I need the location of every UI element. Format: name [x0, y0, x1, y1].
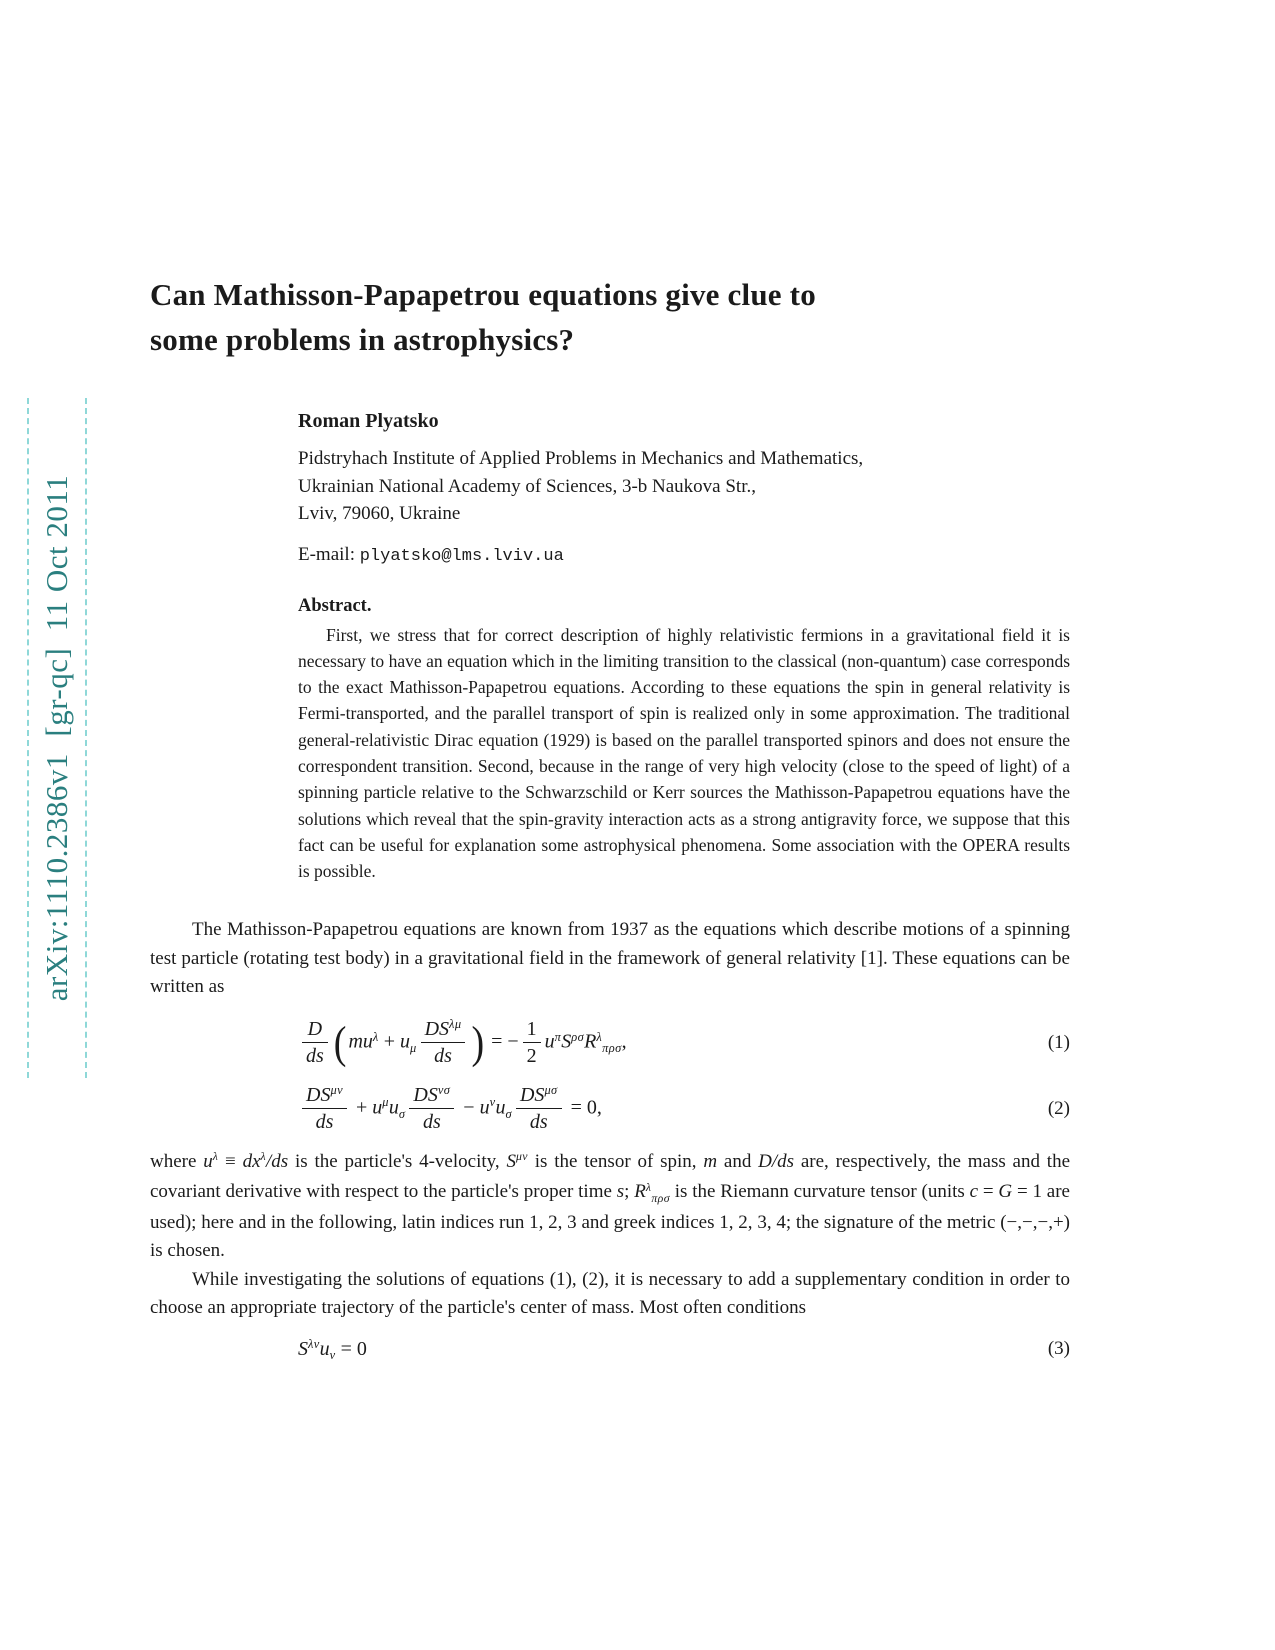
affiliation-line-1: Pidstryhach Institute of Applied Problems in Mechanics and Mathematics,	[298, 448, 864, 469]
email-label: E-mail:	[298, 543, 360, 565]
equation-2	[150, 1084, 1070, 1134]
arxiv-watermark	[27, 398, 87, 1078]
equation-1	[150, 1018, 1070, 1068]
email-line	[298, 544, 1070, 566]
intro-paragraph: The Mathisson-Papapetrou equations are known from 1937 as the equations which describe motions of a spinning test particle (rotating test body) in a gravitational field in the framework of general relativity [1]. These equations can be written as	[150, 919, 1070, 998]
affiliation-line-3: Lviv, 79060, Ukraine	[298, 503, 461, 524]
author-affiliation	[298, 445, 1070, 528]
affiliation-line-2: Ukrainian National Academy of Sciences, 3-b Naukova Str.,	[298, 475, 756, 497]
equation-2-number: (2)	[1047, 1097, 1070, 1119]
equation-1-content: $\frac{D}{ds}$ ( $mu^\lambda + u_\mu$ $\frac{DS^{\lambda\mu}}{ds}$ ) = − $\frac{1}{2}$ $u^\pi S^{\rho\sigma}R^\lambda_{\pi\rho\sigma}$,	[298, 1018, 627, 1068]
equation-3	[150, 1337, 1070, 1362]
equation-3-number: (3)	[1047, 1338, 1070, 1360]
author-block	[298, 410, 1070, 566]
paper-title-line1: Can Mathisson-Papapetrou equations give clue to	[150, 277, 816, 312]
equation-3-content: $S^{\lambda\nu}u_\nu = 0$	[298, 1336, 367, 1363]
abstract-heading: Abstract.	[298, 595, 372, 616]
abstract-section	[298, 596, 1070, 885]
definitions-paragraph: where $u^\lambda \equiv dx^\lambda/ds$ is the particle's 4-velocity, $S^{\mu\nu}$ is the tensor of spin, m and D/ds are, respectively, the mass and the covariant derivative with respect to the particle's proper time s; $R^\lambda_{\pi\rho\sigma}$ is the Riemann curvature tensor (units c = G = 1 are used); here and in the following, latin indices run 1, 2, 3 and greek indices 1, 2, 3, 4; the signature of the metric (−,−,−,+) is chosen.	[150, 1150, 1071, 1262]
paper-content	[150, 0, 1070, 1362]
abstract-body: First, we stress that for correct description of highly relativistic fermions in a gravitational field it is necessary to have an equation which in the limiting transition to the classical (non-quantum) case corresponds to the exact Mathisson-Papapetrou equations. According to these equations the spin in general relativity is Fermi-transported, and the parallel transport of spin is realized only in some approximation. The traditional general-relativistic Dirac equation (1929) is based on the parallel transported spinors and does not ensure the correspondent transition. Second, because in the range of very high velocity (close to the speed of light) of a spinning particle relative to the Schwarzschild or Kerr sources the Mathisson-Papapetrou equations have the solutions which reveal that the spin-gravity interaction acts as a strong antigravity force, we suppose that this fact can be useful for explanation some astrophysical phenomena. Some association with the OPERA results is possible.	[298, 624, 1070, 882]
paper-title-line2: some problems in astrophysics?	[150, 322, 575, 357]
arxiv-id-text: arXiv:1110.2386v1 [gr-qc] 11 Oct 2011	[39, 474, 74, 1002]
author-name: Roman Plyatsko	[298, 410, 439, 432]
equation-1-number: (1)	[1047, 1031, 1070, 1053]
supplementary-condition-paragraph: While investigating the solutions of equations (1), (2), it is necessary to add a supplementary condition in order to choose an appropriate trajectory of the particle's center of mass. Most often conditions	[150, 1268, 1070, 1319]
email-address: plyatsko@lms.lviv.ua	[359, 546, 564, 566]
paper-title	[150, 272, 1070, 362]
equation-2-content: $\frac{DS^{\mu\nu}}{ds}$ + $u^\mu u_\sigma$ $\frac{DS^{\nu\sigma}}{ds}$ − $u^\nu u_\sigma$ $\frac{DS^{\mu\sigma}}{ds}$ = 0,	[298, 1084, 602, 1134]
